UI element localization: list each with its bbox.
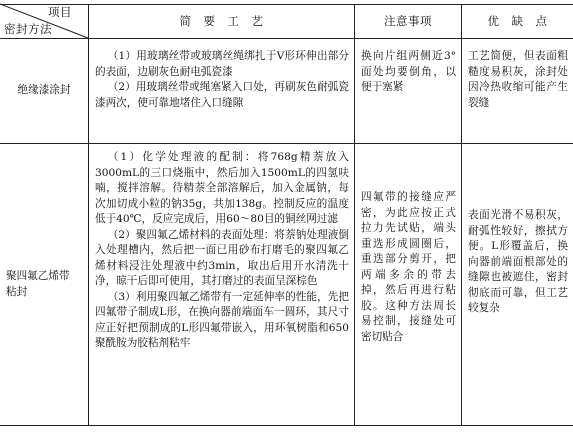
row1-process-step-1: （1）用玻璃丝带或玻璃丝绳绑扎于V形环伸出部分的表面，边刷灰色耐电弧瓷漆 (95, 50, 349, 78)
row2-notes-text: 四氟带的接缝应严密，为此应按正式拉力先试贴，端头重选形成圆圈后，重迭部分剪开，把两端多余的带去掉，然后再进行粘胶。这种方法周长易控制，接缝处可密切贴合 (361, 191, 456, 343)
row2-method: 聚四氟乙烯带粘封 (6, 270, 70, 298)
row1-pros-cons (468, 49, 568, 111)
row2-pros-cons-text: 表面光滑不易积灰，耐弧性较好，擦拭方便。L形覆盖后，换向器前端面根部处的缝隙也被遮住，密封彻底而可靠，但工艺较复杂 (468, 209, 568, 314)
header-pros-cons: 优 缺 点 (487, 14, 548, 28)
row2-pros-cons (468, 208, 568, 317)
row2-process (95, 150, 349, 352)
header-method-label: 密封方法 (4, 22, 52, 36)
row1-process (95, 49, 349, 111)
header-notes: 注意事项 (384, 14, 432, 28)
row2-notes (361, 190, 456, 345)
row1-process-step-2: （2）用玻璃丝带或绳塞紧入口处，再刷灰色耐弧瓷漆两次，使可靠地堵住入口缝隙 (95, 81, 349, 109)
row1-notes-text: 换向片组两侧近3°面处均要倒角，以便于塞紧 (361, 50, 456, 93)
header-process: 简 要 工 艺 (179, 14, 264, 28)
header-item-label: 项目 (48, 5, 72, 19)
row2-process-step-1: （1）化学处理液的配制：将768g精萘放入3000mL的三口烧瓶中，然后加入1500mL的四氢呋喃，搅拌溶解。待精萘全部溶解后，加入金属钠，每次加切成小粒的钠35g，共加138g。控制反应的温度低于40℃，反应完成后，用60～80目的铜丝网过滤 (95, 151, 349, 225)
row1-method: 绝缘漆涂封 (17, 84, 71, 97)
row2-process-step-2: （2）聚四氟乙烯材料的表面处理：将萘钠处理液倒入处理槽内，然后把一面已用砂布打磨毛的聚四氟乙烯材料浸注处理液中约3min，取出后用开水清洗十净，晾干后即可使用，其打磨过的表面呈深棕色 (95, 228, 349, 287)
row1-pros-cons-text: 工艺简便，但表面粗糙度易积灰，涂封处因冷热收缩可能产生裂缝 (468, 50, 568, 109)
row1-notes (361, 49, 456, 96)
row2-process-step-3: （3）利用聚四氟乙烯带有一定延伸率的性能，先把四氟带子制成L形，在换向器前端面车一圆环，其尺寸应正好把预制成的L形四氟带嵌入，用环氧树脂和650聚酰胺为胶粘剂粘牢 (95, 290, 349, 349)
